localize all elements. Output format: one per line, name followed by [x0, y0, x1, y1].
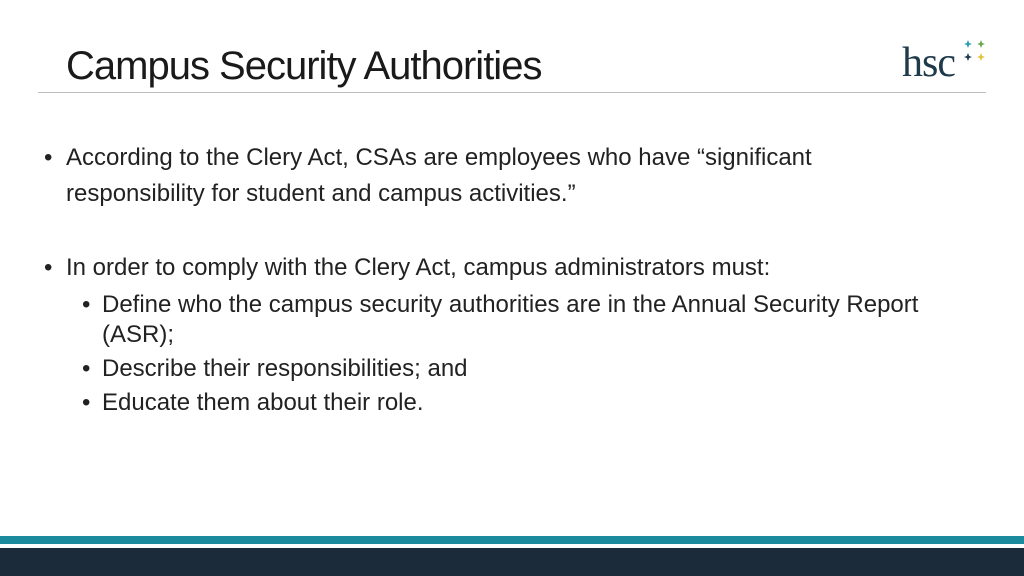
bullet-dot: • [82, 291, 91, 318]
hsc-logo [902, 38, 992, 86]
bullet-text: According to the Clery Act, CSAs are employees who have “significant responsibility for student and campus activities.” [66, 144, 812, 207]
footer-bar [0, 548, 1024, 576]
logo-text: hsc [902, 40, 955, 86]
sub-bullet-item [82, 388, 944, 418]
four-star-sparkle-icon [962, 38, 988, 64]
sub-bullet-item [82, 290, 944, 350]
footer-accent-bar [0, 536, 1024, 544]
slide-title: Campus Security Authorities [66, 44, 542, 88]
bullet-dot: • [82, 355, 91, 382]
bullet-dot: • [82, 389, 91, 416]
bullet-dot: • [44, 144, 53, 171]
bullet-text: In order to comply with the Clery Act, campus administrators must: [66, 254, 771, 281]
bullet-item [44, 140, 944, 212]
title-divider [38, 92, 986, 93]
sub-bullet-item [82, 354, 944, 384]
slide-body [44, 140, 944, 418]
sub-bullet-text: Describe their responsibilities; and [102, 355, 468, 382]
bullet-dot: • [44, 254, 53, 281]
sub-bullet-text: Define who the campus security authorities are in the Annual Security Report (ASR); [102, 291, 919, 348]
bullet-item [44, 250, 944, 286]
sub-bullet-text: Educate them about their role. [102, 389, 424, 416]
